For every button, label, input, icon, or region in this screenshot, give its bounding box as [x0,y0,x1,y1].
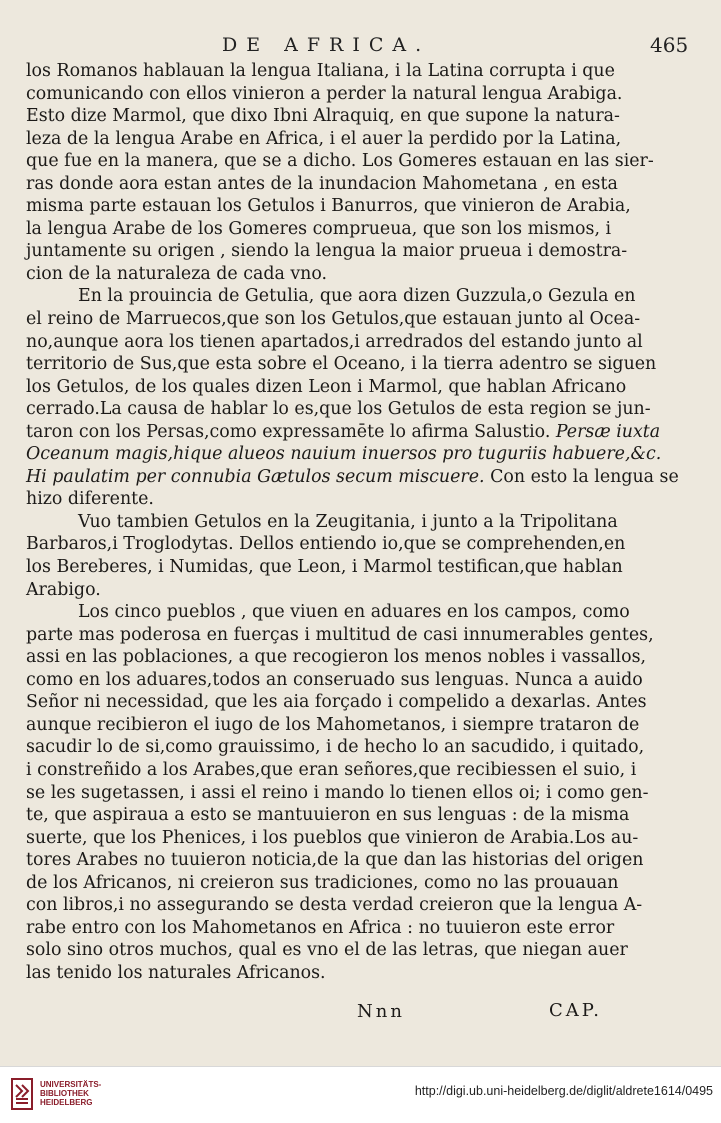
text-line: los Romanos hablauan la lengua Italiana, i la Latina corrupta i que [26,61,615,81]
main-text [26,60,679,984]
text-line: de los Africanos, ni creieron sus tradiciones, como no las prouauan [26,872,619,893]
library-name-line: HEIDELBERG [40,1098,93,1107]
text-line: te, que aspiraua a esto se mantuuieron en sus lenguas : de la misma [26,805,630,826]
text-line-mixed [26,421,661,444]
library-name-line: BIBLIOTHEK [40,1089,89,1098]
text-line: leza de la lengua Arabe en Africa, i el auer la perdido por la Latina, [26,128,622,149]
page-number: 465 [650,33,689,57]
library-name[interactable] [40,1080,101,1107]
text-line: juntamente su origen , siendo la lengua la maior prueua i demostra- [26,241,628,262]
text-line: misma parte estauan los Getulos i Banurros, que vinieron de Arabia, [26,196,631,217]
text-segment: Con esto la lengua se [490,466,679,487]
text-line: solo sino otros muchos, qual es vno el de las letras, que niegan auer [26,940,628,961]
latin-quote: Hi paulatim per connubia Gætulos secum miscuere. [26,466,485,487]
text-line: Señor ni necessidad, que les aia forçado i compelido a dexarlas. Antes [26,692,647,713]
text-line-mixed [26,466,679,489]
text-line: parte mas poderosa en fuerças i multitud de casi innumerables gentes, [26,624,654,645]
text-line: cion de la naturaleza de cada vno. [26,263,328,284]
catchword: CAP. [549,1000,602,1021]
text-line: En la prouincia de Getulia, que aora dizen Guzzula,o Gezula en [78,286,636,307]
library-name-line: UNIVERSITÄTS- [40,1080,102,1089]
latin-quote-line: Oceanum magis,hique alueos nauium inuersos pro tuguriis habuere,&c. [26,444,662,465]
text-line: territorio de Sus,que esta sobre el Oceano, i la tierra adentro se siguen [26,354,657,375]
text-line: los Getulos, de los quales dizen Leon i Marmol, que hablan Africano [26,376,627,397]
text-line: que fue en la manera, que se a dicho. Los Gomeres estauan en las sier- [26,151,654,172]
text-segment: taron con los Persas,como expressamēte lo afirma Salustio. [26,421,551,442]
latin-quote: Persæ iuxta [555,421,661,442]
running-title: DE AFRICA. [222,34,431,56]
signature-mark: Nnn [357,1001,405,1022]
text-line: aunque recibieron el iugo de los Mahometanos, i siempre trataron de [26,714,640,735]
text-line: sacudir lo de si,como grauissimo, i de hecho lo an sacudido, i quitado, [26,737,645,758]
text-line: Esto dize Marmol, que dixo Ibni Alraquiq, en que supone la natura- [26,106,620,127]
text-line: los Bereberes, i Numidas, que Leon, i Marmol testifican,que hablan [26,557,623,578]
text-line: el reino de Marruecos,que son los Getulos,que estauan junto al Ocea- [26,309,641,330]
viewer-footer-bar [0,1066,721,1123]
text-line: tores Arabes no tuuieron noticia,de la que dan las historias del origen [26,850,644,871]
text-line: como en los aduares,todos an conseruado sus lenguas. Nunca a auido [26,669,643,690]
text-line: la lengua Arabe de los Gomeres comprueua, que son los mismos, i [26,218,612,239]
library-logo-icon[interactable] [10,1077,34,1111]
text-line: Barbaros,i Troglodytas. Dellos entiendo io,que se comprehenden,en [26,534,626,555]
text-line: se les sugetassen, i assi el reino i mando lo tienen ellos oi; i como gen- [26,782,649,803]
text-line: Arabigo. [26,579,101,600]
text-line: rabe entro con los Mahometanos en Africa : no tuuieron este error [26,917,615,938]
text-line: comunicando con ellos vinieron a perder la natural lengua Arabiga. [26,83,623,104]
text-line: suerte, que los Phenices, i los pueblos que vinieron de Arabia.Los au- [26,827,639,848]
text-line: i constreñido a los Arabes,que eran señores,que recibiessen el suio, i [26,759,637,780]
page-footer [0,1000,721,1030]
running-header [0,30,721,60]
text-line: no,aunque aora los tienen apartados,i arredrados del estando junto al [26,331,643,352]
text-line: ras donde aora estan antes de la inundacion Mahometana , en esta [26,173,618,194]
text-line: assi en las poblaciones, a que recogieron los menos nobles i vassallos, [26,647,647,668]
text-line: cerrado.La causa de hablar lo es,que los Getulos de esta region se jun- [26,399,651,420]
text-line: Los cinco pueblos , que viuen en aduares en los campos, como [78,602,630,623]
text-line: las tenido los naturales Africanos. [26,962,326,983]
text-line: hizo diferente. [26,489,154,510]
text-line: con libros,i no assegurando se desta verdad creieron que la lengua A- [26,895,643,916]
text-line: Vuo tambien Getulos en la Zeugitania, i junto a la Tripolitana [78,511,618,532]
permalink-url[interactable]: http://digi.ub.uni-heidelberg.de/diglit/aldrete1614/0495 [414,1084,713,1098]
